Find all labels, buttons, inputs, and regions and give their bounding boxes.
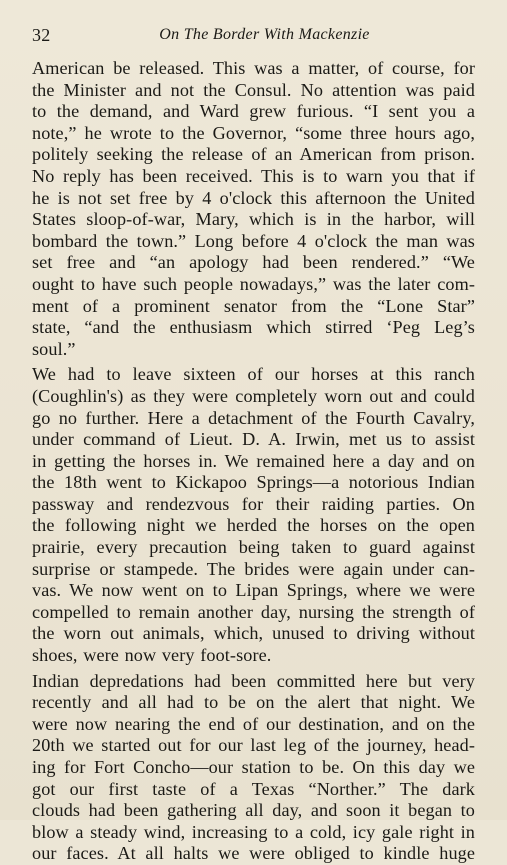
paragraph-1 bbox=[32, 58, 475, 360]
text-line: the worn out animals, which, unused to driving without bbox=[32, 623, 475, 644]
text-line: the following night we herded the horses on the open bbox=[32, 515, 475, 536]
paragraph-3 bbox=[32, 671, 475, 865]
text-line: in getting the horses in. We remained here a day and on bbox=[32, 450, 475, 471]
text-line: set free and “an apology had been rendered.” “We bbox=[32, 252, 475, 273]
page-header bbox=[32, 22, 475, 48]
text-line: vas. We now went on to Lipan Springs, where we were bbox=[32, 580, 475, 601]
text-line: got our first taste of a Texas “Norther.” The dark bbox=[32, 778, 475, 799]
paragraph-2 bbox=[32, 364, 475, 666]
text-line: our faces. At all halts we were obliged to kindle huge bbox=[32, 843, 475, 864]
text-line: ment of a prominent senator from the “Lone Star” bbox=[32, 295, 475, 316]
text-line: We had to leave sixteen of our horses at this ranch bbox=[32, 364, 475, 385]
text-line: Indian depredations had been committed here but very bbox=[32, 670, 475, 691]
text-line: compelled to remain another day, nursing the strength of bbox=[32, 601, 475, 622]
text-line: under command of Lieut. D. A. Irwin, met us to assist bbox=[32, 429, 475, 450]
text-line: ought to have such people nowadays,” was the later com- bbox=[32, 273, 475, 294]
text-line: shoes, were now very foot-sore. bbox=[32, 645, 272, 666]
text-line: the Minister and not the Consul. No attention was paid bbox=[32, 79, 475, 100]
text-line: soul.” bbox=[32, 338, 76, 359]
text-line: surprise or stampede. The brides were again under can- bbox=[32, 558, 475, 579]
text-line: States sloop-of-war, Mary, which is in the harbor, will bbox=[32, 209, 475, 230]
text-line: recently and all had to be on the alert that night. We bbox=[32, 692, 475, 713]
text-line: No reply has been received. This is to warn you that if bbox=[32, 165, 475, 186]
body-text bbox=[32, 58, 475, 865]
text-line: American be released. This was a matter, of course, for bbox=[32, 58, 475, 78]
text-line: to the demand, and Ward grew furious. “I sent you a bbox=[32, 101, 475, 122]
text-line: note,” he wrote to the Governor, “some three hours ago, bbox=[32, 122, 475, 143]
text-line: clouds had been gathering all day, and soon it began to bbox=[32, 800, 475, 821]
text-line: passway and rendezvous for their raiding parties. On bbox=[32, 493, 475, 514]
text-line: were now nearing the end of our destination, and on the bbox=[32, 713, 475, 734]
text-line: ing for Fort Concho—our station to be. On this day we bbox=[32, 757, 475, 777]
text-line: 20th we started out for our last leg of the journey, head- bbox=[32, 735, 475, 756]
text-line: state, “and the enthusiasm which stirred ‘Peg Leg’s bbox=[32, 317, 475, 338]
text-line: prairie, every precaution being taken to guard against bbox=[32, 537, 475, 558]
text-line: politely seeking the release of an American from prison. bbox=[32, 144, 475, 165]
text-line: blow a steady wind, increasing to a cold, icy gale right in bbox=[32, 821, 475, 842]
text-line: (Coughlin's) as they were completely worn out and could bbox=[32, 385, 475, 406]
text-line: go no further. Here a detachment of the Fourth Cavalry, bbox=[32, 407, 475, 428]
text-line: bombard the town.” Long before 4 o'clock the man was bbox=[32, 230, 475, 251]
text-line: the 18th went to Kickapoo Springs—a notorious Indian bbox=[32, 472, 475, 493]
running-head: On The Border With Mackenzie bbox=[159, 26, 370, 43]
text-line: he is not set free by 4 o'clock this afternoon the United bbox=[32, 187, 475, 208]
page-number: 32 bbox=[32, 25, 51, 45]
